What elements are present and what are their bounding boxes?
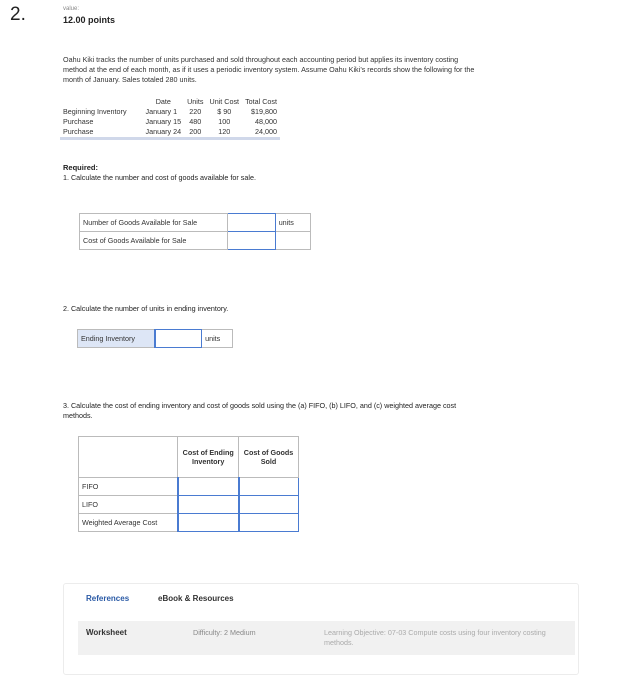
ending-inventory-units-input[interactable] bbox=[155, 330, 202, 348]
goods-available-cost-input[interactable] bbox=[228, 232, 275, 250]
inv-cell: Purchase bbox=[63, 117, 94, 126]
inv-header-date: Date bbox=[155, 97, 171, 106]
value-label: value: bbox=[63, 6, 80, 12]
fifo-label: FIFO bbox=[79, 478, 178, 496]
q3-header-cogs: Cost of Goods Sold bbox=[239, 437, 299, 478]
inv-header-units: Units bbox=[187, 97, 204, 106]
inv-header-total-cost: Total Cost bbox=[245, 97, 278, 106]
inv-cell: 24,000 bbox=[255, 127, 278, 136]
inv-row bbox=[60, 107, 280, 117]
lifo-label: LIFO bbox=[79, 496, 178, 514]
inv-header-unit-cost: Unit Cost bbox=[209, 97, 240, 106]
question-number: 2. bbox=[10, 4, 26, 25]
goods-available-units-input[interactable] bbox=[228, 214, 275, 232]
q1-blank-cell bbox=[275, 232, 310, 250]
inv-cell: January 24 bbox=[145, 127, 182, 136]
tab-ebook-resources[interactable]: eBook & Resources bbox=[158, 594, 234, 603]
weighted-ending-inventory-input[interactable] bbox=[178, 514, 239, 532]
inv-cell: $ 90 bbox=[217, 107, 232, 116]
q1-row-label: Number of Goods Available for Sale bbox=[80, 214, 228, 232]
inv-cell: $19,800 bbox=[251, 107, 278, 116]
tab-references[interactable]: References bbox=[86, 594, 130, 603]
learning-objective: Learning Objective: 07-03 Compute costs using four inventory costing methods. bbox=[324, 628, 546, 647]
inv-cell: 100 bbox=[218, 117, 231, 126]
q2-answer-table bbox=[77, 329, 233, 348]
worksheet-label[interactable]: Worksheet bbox=[86, 628, 127, 637]
q1-row-label: Cost of Goods Available for Sale bbox=[80, 232, 228, 250]
inv-cell: 48,000 bbox=[255, 117, 278, 126]
weighted-average-label: Weighted Average Cost bbox=[79, 514, 178, 532]
inv-row bbox=[60, 117, 280, 127]
fifo-cogs-input[interactable] bbox=[239, 478, 299, 496]
inv-cell: 220 bbox=[189, 107, 202, 116]
difficulty-label: Difficulty: 2 Medium bbox=[193, 628, 256, 637]
q3-answer-table bbox=[78, 436, 299, 532]
required-heading: Required: bbox=[63, 163, 99, 172]
lifo-ending-inventory-input[interactable] bbox=[178, 496, 239, 514]
problem-intro: Oahu Kiki tracks the number of units purchased and sold throughout each accounting period but applies its inventory costing method at the end of each month, as if it uses a periodic inventory system. Assume Oahu Kiki’s records show the following for the month of January. Sales totaled 280 units. bbox=[63, 55, 475, 84]
ending-inventory-label: Ending Inventory bbox=[78, 330, 155, 348]
inv-cell: January 1 bbox=[145, 107, 178, 116]
question-3-text: 3. Calculate the cost of ending inventory and cost of goods sold using the (a) FIFO, (b) LIFO, and (c) weighted average cost methods. bbox=[63, 401, 457, 420]
q3-header-blank bbox=[79, 437, 178, 478]
lifo-cogs-input[interactable] bbox=[239, 496, 299, 514]
fifo-ending-inventory-input[interactable] bbox=[178, 478, 239, 496]
q1-unit-label: units bbox=[275, 214, 310, 232]
inventory-table bbox=[60, 97, 280, 140]
q1-answer-table bbox=[79, 213, 311, 250]
question-2-text: 2. Calculate the number of units in ending inventory. bbox=[63, 304, 229, 313]
weighted-cogs-input[interactable] bbox=[239, 514, 299, 532]
inv-cell: Beginning Inventory bbox=[63, 107, 127, 116]
inv-cell: 480 bbox=[189, 117, 202, 126]
points-value: 12.00 points bbox=[63, 15, 116, 25]
inv-cell: Purchase bbox=[63, 127, 94, 136]
q2-unit-label: units bbox=[202, 330, 233, 348]
inv-cell: January 15 bbox=[145, 117, 182, 126]
inv-row bbox=[60, 127, 280, 137]
q3-header-ending-inventory: Cost of Ending Inventory bbox=[178, 437, 239, 478]
inv-cell: 120 bbox=[218, 127, 231, 136]
inv-header-blank bbox=[60, 97, 143, 107]
question-1-text: 1. Calculate the number and cost of goods available for sale. bbox=[63, 173, 256, 182]
inv-cell: 200 bbox=[189, 127, 202, 136]
